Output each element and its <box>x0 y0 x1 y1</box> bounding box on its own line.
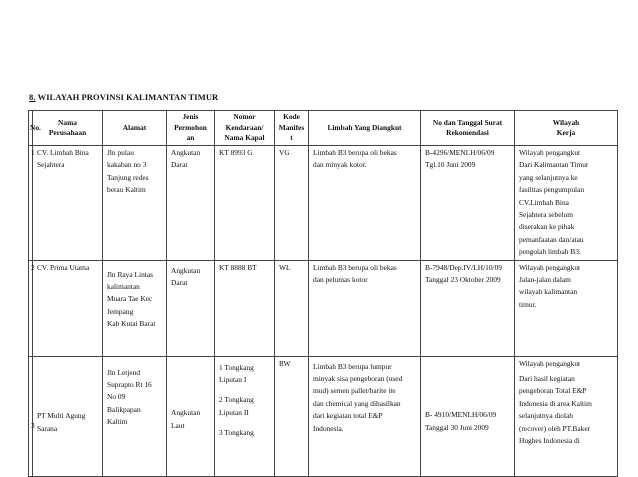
header-alamat: Alamat <box>103 111 167 146</box>
table-row <box>29 356 618 476</box>
row-kode: VG <box>275 146 309 261</box>
section-name: WILAYAH PROVINSI KALIMANTAN TIMUR <box>35 92 219 102</box>
row-alamat: Jln Letjend Suprapto Rt 16 No 09 Balikpapan Kaltim <box>103 356 167 476</box>
row-jenis: Angkutan Laut <box>167 356 215 476</box>
row-wilayah: Wilayah pengangkut Dari hasil kegiatan pengeboran Total E&P Indonesia di area Kaltim selanjutnya diolah (recover) oleh PT.Baker Hughes Indonesia di <box>515 356 618 476</box>
row-nama: PT Multi Agung Sarana <box>33 356 103 476</box>
row-nomor: KT 8993 G <box>215 146 275 261</box>
row-jenis: Angkutan Darat <box>167 260 215 356</box>
table-row <box>29 260 618 356</box>
row-limbah: Limbah B3 berupa oli bekas dan pelumas kotor <box>309 260 421 356</box>
section-number: 8. <box>29 92 36 102</box>
section-title <box>29 92 218 102</box>
row-kode: RW <box>275 356 309 476</box>
row-nama: CV. Prima Utama <box>33 260 103 356</box>
row-nama: CV. Limbah Bina Sejahtera <box>33 146 103 261</box>
waste-transport-table <box>28 110 618 477</box>
header-kode: Kode Manifes t <box>275 111 309 146</box>
header-limbah: Limbah Yang Diangkut <box>309 111 421 146</box>
row-surat: B- 4910/MENLH/06/09 Tanggal 30 Juni 2009 <box>421 356 515 476</box>
header-jenis: Jenis Permohon an <box>167 111 215 146</box>
row-surat: B-7948/Dep.IV/LH/10/09 Tanggal 23 Oktober 2009 <box>421 260 515 356</box>
row-no: 2 <box>29 260 33 356</box>
header-row <box>29 111 618 146</box>
row-no: 1 <box>29 146 33 261</box>
row-alamat: Jln pulau kakaban no 3 Tanjung redes berau Kaltim <box>103 146 167 261</box>
row-surat: B-4296/MENLH/06/09 Tgl.10 Juni 2009 <box>421 146 515 261</box>
row-wilayah: Wilayah pengangkut Dari Kalimantan Timur yang selanjutnya ke fasilitas pengumpulan CV.Limbah Bina Sejahtera sebelum diserakan ke pihak pemanfaatan dan/atau pengolah limbah B3. <box>515 146 618 261</box>
header-nama: Nama Perusahaan <box>33 111 103 146</box>
row-nomor: 1 Tongkang Liputan I 2 Tongkang Liputan II 3 Tongkang <box>215 356 275 476</box>
table-row <box>29 146 618 261</box>
row-no: 3 <box>29 356 33 476</box>
row-limbah: Limbah B3 berupa lumpur minyak sisa pengeboran (used mud) semen pallet/barite ite dan chemical yang dihasilkan dari kegiatan total E&P Indonesia. <box>309 356 421 476</box>
header-surat: No dan Tanggal Surat Rekomendasi <box>421 111 515 146</box>
row-jenis: Angkutan Darat <box>167 146 215 261</box>
row-wilayah: Wilayah pengangkut Jalan-jalan dalam wilayah kalimantan timur. <box>515 260 618 356</box>
row-alamat: Jln Raya Lintas kalimantan Muara Tae Kec Jempang Kab Kutai Barat <box>103 260 167 356</box>
row-limbah: Limbah B3 berupa oli bekas dan minyak kotor. <box>309 146 421 261</box>
header-wilayah: Wilayah Kerja <box>515 111 618 146</box>
row-kode: WL <box>275 260 309 356</box>
header-no: No. <box>29 111 33 146</box>
row-nomor: KT 8888 BT <box>215 260 275 356</box>
header-nomor: Nomor Kendaraan/ Nama Kapal <box>215 111 275 146</box>
